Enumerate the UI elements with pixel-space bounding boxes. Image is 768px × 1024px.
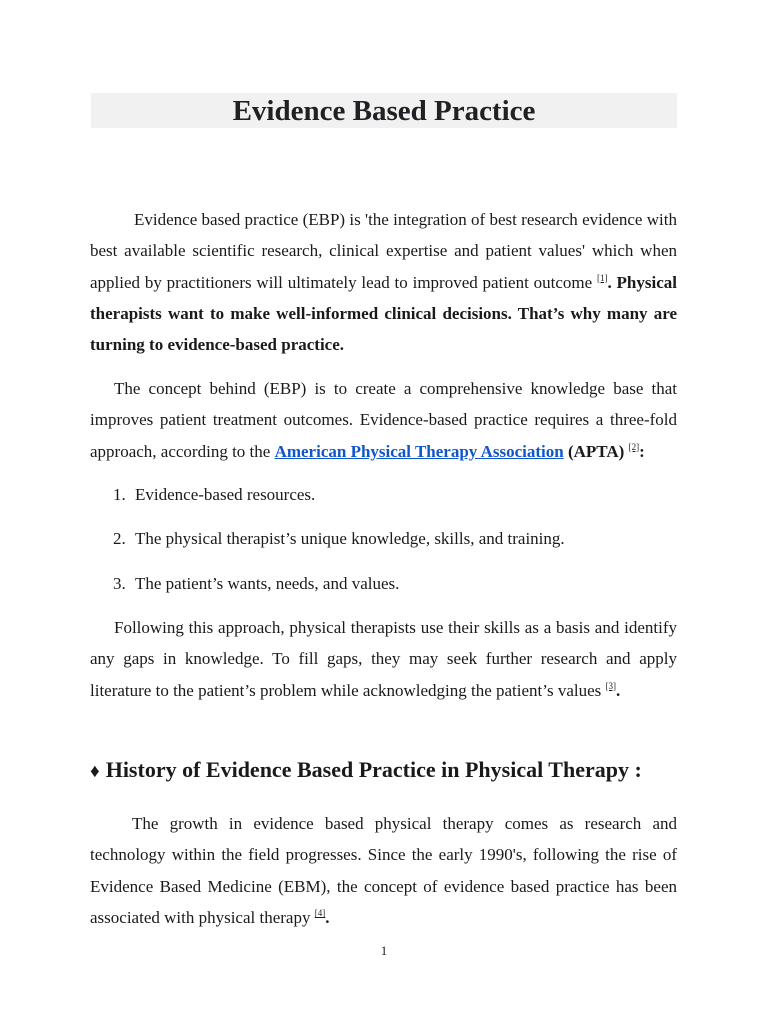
approach-paragraph [90,612,677,706]
list-item [113,528,565,550]
section-heading [90,755,642,787]
citation-2[interactable]: [2] [628,441,640,452]
history-text: The growth in evidence based physical therapy comes as research and technology within the field progresses. Since the early 1990's, following the rise of Evidence Based Medicine (EBM), the concept of evidence based practice has been associated with physical therapy [90,814,677,927]
list-item-number: 3. [113,574,126,593]
list-item-number: 2. [113,529,126,548]
apta-link[interactable]: American Physical Therapy Association [274,441,564,461]
concept-text: The concept behind (EBP) is to create a comprehensive knowledge base that improves patient treatment outcomes. Evidence-based practice requires a three-fold approach, according to the [90,379,677,461]
citation-3[interactable]: [3] [605,680,617,691]
intro-text-continued: . Physical therapists want to make well-informed clinical decisions. That’s why many are turning to evidence-based practice. [90,272,677,355]
history-paragraph [90,808,677,933]
apta-abbreviation: (APTA) [563,441,629,461]
list-item-number: 1. [113,485,126,504]
page-number: 1 [380,943,388,958]
concept-colon: : [639,441,645,461]
list-item [113,573,399,595]
list-item-text: The physical therapist’s unique knowledge, skills, and training. [135,529,565,548]
list-item-text: The patient’s wants, needs, and values. [135,574,400,593]
citation-4[interactable]: [4] [314,907,326,918]
list-item-text: Evidence-based resources. [135,485,316,504]
intro-text: Evidence based practice (EBP) is 'the integration of best research evidence with best available scientific research, clinical expertise and patient values' which when applied by practitioners will ultimately lead to improved patient outcome [90,210,677,292]
diamond-bullet-icon: ♦ [90,761,100,782]
approach-text: Following this approach, physical therapists use their skills as a basis and identify any gaps in knowledge. To fill gaps, they may seek further research and apply literature to the patient’s problem while acknowledging the patient’s values [90,618,677,700]
approach-period: . [616,680,621,700]
section-heading-text: History of Evidence Based Practice in Physical Therapy : [105,757,642,782]
citation-1[interactable]: [1] [596,272,608,283]
list-item [113,484,315,506]
concept-paragraph [90,373,677,467]
intro-paragraph [90,204,677,360]
page-title: Evidence Based Practice [232,95,536,127]
history-period: . [325,907,330,927]
